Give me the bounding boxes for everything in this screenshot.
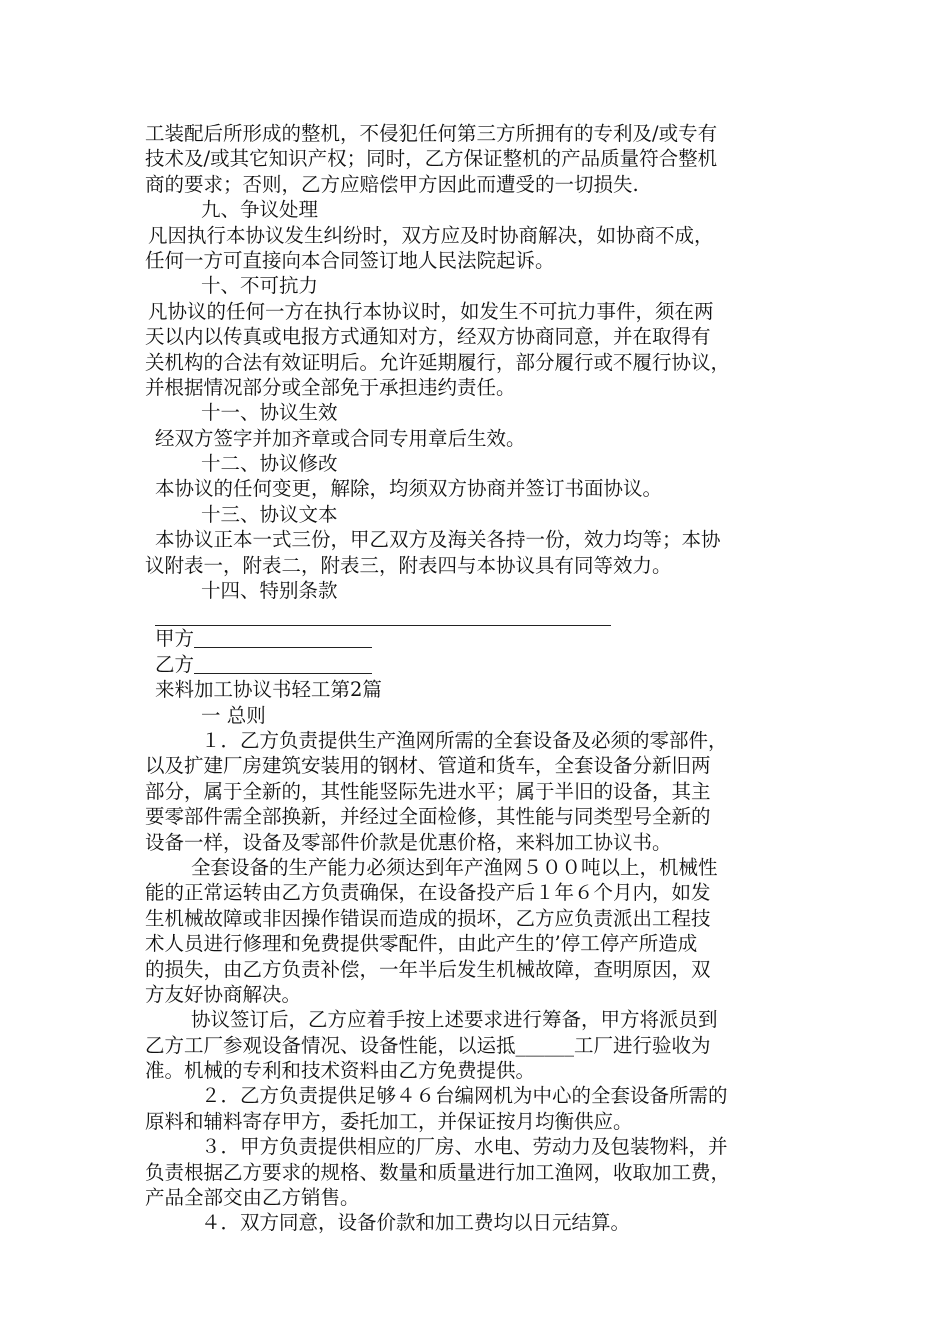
text-line: 原料和辅料寄存甲方，委托加工，并保证按月均衡供应。 xyxy=(145,1109,633,1133)
party-b-line xyxy=(145,652,813,677)
text-line: 十二、协议修改 xyxy=(201,452,338,476)
party-a-blank xyxy=(194,628,372,648)
text-line: 商的要求；否则，乙方应赔偿甲方因此而遭受的一切损失. xyxy=(145,172,639,196)
party-a-label: 甲方 xyxy=(155,627,195,651)
text-line: 要零部件需全部换新，并经过全面检修，其性能与同类型号全新的 xyxy=(145,805,711,829)
text-line: 来料加工协议书轻工第2篇 xyxy=(155,678,382,702)
text-line: 本协议正本一式三份，甲乙双方及海关各持一份，效力均等；本协 xyxy=(155,528,721,552)
text-line: 生机械故障或非因操作错误而造成的损坏，乙方应负责派出工程技 xyxy=(145,906,711,930)
party-a-line xyxy=(145,626,813,651)
text-line: 全套设备的生产能力必须达到年产渔网５００吨以上，机械性 xyxy=(191,855,718,879)
text-line: ４．双方同意，设备价款和加工费均以日元结算。 xyxy=(201,1211,631,1235)
text-line: 乙方工厂参观设备情况、设备性能，以运抵______工厂进行验收为 xyxy=(145,1033,711,1057)
text-line: 部分，属于全新的，其性能竖际先进水平；属于半旧的设备，其主 xyxy=(145,779,711,803)
document-body xyxy=(145,121,813,1236)
party-b-label: 乙方 xyxy=(155,652,195,676)
text-line: 负责根据乙方要求的规格、数量和质量进行加工渔网，收取加工费， xyxy=(145,1160,731,1184)
text-line: 关机构的合法有效证明后。允许延期履行，部分履行或不履行协议， xyxy=(145,350,731,374)
text-line: 议附表一，附表二，附表三，附表四与本协议具有同等效力。 xyxy=(145,553,672,577)
text-line: 经双方签字并加齐章或合同专用章后生效。 xyxy=(155,426,526,450)
text-line: 准。机械的专利和技术资料由乙方免费提供。 xyxy=(145,1059,536,1083)
text-line: 十、不可抗力 xyxy=(201,274,319,298)
text-line: 一 总则 xyxy=(201,703,266,727)
text-line: 技术及/或其它知识产权；同时，乙方保证整机的产品质量符合整机 xyxy=(145,147,718,171)
text-line: 十三、协议文本 xyxy=(201,502,338,526)
text-line: 协议签订后，乙方应着手按上述要求进行筹备，甲方将派员到 xyxy=(191,1008,718,1032)
text-line: １．乙方负责提供生产渔网所需的全套设备及必须的零部件， xyxy=(201,728,728,752)
text-line: 产品全部交由乙方销售。 xyxy=(145,1186,360,1210)
text-line: 工装配后所形成的整机，不侵犯任何第三方所拥有的专利及/或专有 xyxy=(145,122,718,145)
text-line: 能的正常运转由乙方负责确保，在设备投产后１年６个月内，如发 xyxy=(145,881,711,905)
contract-clauses-part1 xyxy=(145,121,813,603)
text-line: 的损失，由乙方负责补偿，一年半后发生机械故障，查明原因，双 xyxy=(145,957,711,981)
text-line: 任何一方可直接向本合同签订地人民法院起诉。 xyxy=(145,248,555,272)
contract-clauses-part2 xyxy=(145,677,813,1236)
text-line: 设备一样，设备及零部件价款是优惠价格，来料加工协议书。 xyxy=(145,830,672,854)
text-line: 以及扩建厂房建筑安装用的钢材、管道和货车，全套设备分新旧两 xyxy=(145,754,711,778)
text-line: 天以内以传真或电报方式通知对方，经双方协商同意，并在取得有 xyxy=(145,325,711,349)
text-line: 九、争议处理 xyxy=(201,198,319,222)
text-line: 凡协议的任何一方在执行本协议时，如发生不可抗力事件，须在两 xyxy=(148,299,714,323)
text-line: ２．乙方负责提供足够４６台编网机为中心的全套设备所需的 xyxy=(201,1084,728,1108)
text-line: 凡因执行本协议发生纠纷时，双方应及时协商解决，如协商不成， xyxy=(148,223,714,247)
text-line: 术人员进行修理和免费提供零配件，由此产生的’停工停产所造成 xyxy=(145,932,698,956)
party-b-blank xyxy=(194,654,372,674)
text-line: 十四、特别条款 xyxy=(201,579,338,603)
text-line: 本协议的任何变更，解除，均须双方协商并签订书面协议。 xyxy=(155,477,663,501)
text-line: 十一、协议生效 xyxy=(201,401,338,425)
text-line: 方友好协商解决。 xyxy=(145,982,302,1006)
text-line: 并根据情况部分或全部免于承担违约责任。 xyxy=(145,375,516,399)
text-line: ３．甲方负责提供相应的厂房、水电、劳动力及包装物料，并 xyxy=(201,1135,728,1159)
